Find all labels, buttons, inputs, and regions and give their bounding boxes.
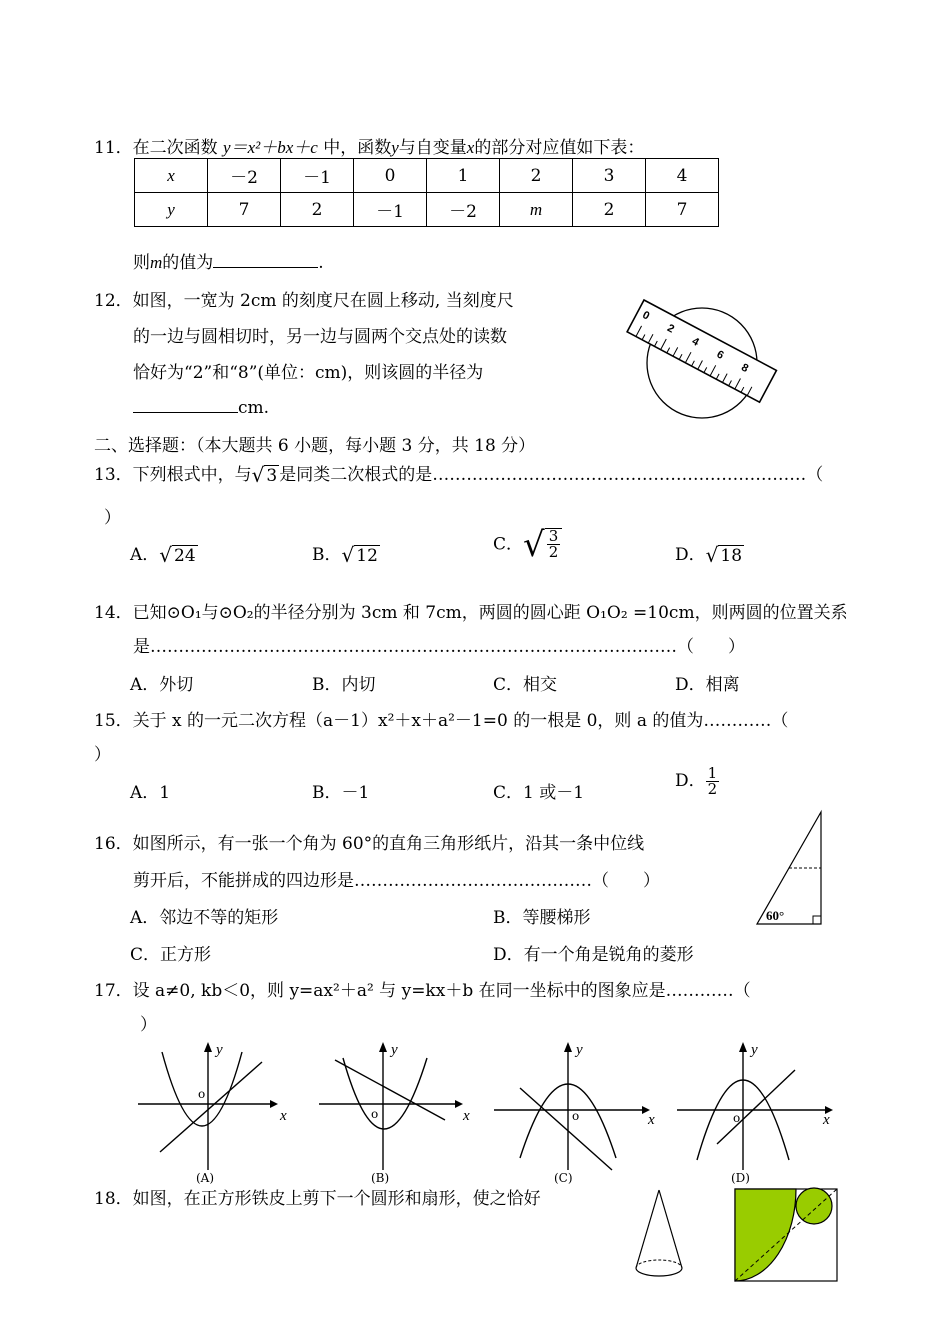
q15-option-d[interactable]: D． $\frac{1}{2}$: [675, 764, 718, 798]
ruler-label-6: 6: [714, 348, 726, 362]
q14-option-c[interactable]: C．相交: [493, 675, 558, 695]
q12-ruler-circle-figure: [630, 288, 800, 423]
q16-line2: 剪开后，不能拼成的四边形是……………………………………（ ）: [133, 871, 660, 891]
x-row-cell: 4: [646, 159, 719, 193]
q12-line4: cm.: [133, 396, 269, 418]
q13-option-d[interactable]: D． √ 18: [675, 542, 743, 567]
q13-stem: 13．下列根式中，与 √ 3 是同类二次根式的是…………………………………………………………（: [94, 462, 824, 487]
svg-text:o: o: [198, 1087, 206, 1101]
q16-option-b[interactable]: B．等腰梯形: [493, 908, 591, 928]
ruler-label-8: 8: [739, 361, 751, 376]
q11-value-table: [134, 158, 719, 227]
graph-d-label: (D): [731, 1171, 750, 1185]
y-row-cell: －1: [354, 193, 427, 227]
y-row-cell: 2: [281, 193, 354, 227]
graph-a-label: (A): [196, 1171, 215, 1185]
svg-text:o: o: [371, 1107, 379, 1121]
q16-option-c[interactable]: C．正方形: [130, 945, 212, 965]
y-row-cell: 7: [208, 193, 281, 227]
svg-text:x: x: [280, 1108, 287, 1124]
q17-line1: 17．设 a≠0, kb＜0，则 y=ax²＋a² 与 y=kx＋b 在同一坐标中的图象应是…………（: [94, 981, 751, 1001]
graph-a: [138, 1042, 287, 1185]
x-row-cell: 0: [354, 159, 427, 193]
y-row-cell: 2: [573, 193, 646, 227]
q18-line1: 18．如图，在正方形铁皮上剪下一个圆形和扇形，使之恰好: [94, 1189, 541, 1209]
y-row-cell: m: [500, 193, 573, 227]
y-row-cell: －2: [427, 193, 500, 227]
q15-line1: 15．关于 x 的一元二次方程（a－1）x²＋x＋a²－1=0 的一根是 0，则 a 的值为…………（: [94, 711, 789, 731]
q16-option-a[interactable]: A．邻边不等的矩形: [130, 908, 279, 928]
graph-c-label: (C): [554, 1171, 573, 1185]
svg-text:y: y: [751, 1042, 758, 1058]
q13-option-b[interactable]: B． √ 12: [312, 542, 378, 567]
q14-line1: 14．已知⊙O₁与⊙O₂的半径分别为 3cm 和 7cm，两圆的圆心距 O₁O₂ =10cm，则两圆的位置关系: [94, 603, 848, 623]
x-row-cell: －1: [281, 159, 354, 193]
q15-option-a[interactable]: A．1: [130, 783, 171, 803]
svg-text:o: o: [733, 1111, 741, 1125]
svg-text:y: y: [216, 1042, 223, 1058]
q12-answer-blank[interactable]: [133, 396, 238, 413]
ruler-label-4: 4: [689, 335, 701, 349]
svg-text:y: y: [576, 1042, 583, 1058]
q16-option-d[interactable]: D．有一个角是锐角的菱形: [493, 945, 694, 965]
graph-d: [677, 1042, 833, 1185]
table-row: [135, 193, 719, 227]
q12-line3: 恰好为“2”和“8”(单位：cm)，则该圆的半径为: [133, 363, 484, 383]
ruler-label-2: 2: [665, 322, 677, 336]
svg-text:o: o: [572, 1109, 580, 1123]
q18-cone-figure: [632, 1186, 707, 1286]
ruler-shape: [627, 300, 776, 402]
q11-answer-blank[interactable]: [213, 251, 318, 268]
x-row-header-cell: x: [135, 159, 208, 193]
q17-close-paren: ）: [140, 1015, 157, 1035]
q12-line1: 12．如图，一宽为 2cm 的刻度尺在圆上移动, 当刻度尺: [94, 291, 514, 311]
q17-graphs: [130, 1040, 850, 1185]
x-row-cell: 2: [500, 159, 573, 193]
section2-heading: 二、选择题：（本大题共 6 小题，每小题 3 分，共 18 分）: [94, 436, 536, 456]
svg-text:x: x: [823, 1112, 830, 1128]
graph-b-label: (B): [371, 1171, 390, 1185]
q13-close-paren: ）: [104, 508, 121, 528]
x-row-cell: 1: [427, 159, 500, 193]
y-row-header-cell: y: [135, 193, 208, 227]
svg-text:x: x: [648, 1112, 655, 1128]
q13-option-a[interactable]: A． √ 24: [130, 542, 196, 567]
q14-option-b[interactable]: B．内切: [312, 675, 376, 695]
q15-option-b[interactable]: B．－1: [312, 783, 370, 803]
q15-option-c[interactable]: C．1 或－1: [493, 783, 585, 803]
x-row-cell: 3: [573, 159, 646, 193]
q11-stem: 11．在二次函数 y＝x²＋bx＋c 中，函数y与自变量x的部分对应值如下表：: [94, 138, 645, 158]
q14-line2: 是…………………………………………………………………………………（ ）: [133, 637, 745, 657]
q16-triangle-figure: [755, 810, 830, 930]
q14-option-a[interactable]: A．外切: [130, 675, 194, 695]
q11-answer-line: 则m的值为 .: [133, 253, 324, 273]
graph-c: [494, 1042, 655, 1185]
q13-option-c[interactable]: C． √ $\frac{3}{2}$: [493, 528, 562, 562]
y-row-cell: 7: [646, 193, 719, 227]
q14-option-d[interactable]: D．相离: [675, 675, 740, 695]
q15-close-paren: ）: [94, 745, 111, 765]
table-row: [135, 159, 719, 193]
q16-angle-label: 60°: [766, 908, 785, 923]
svg-text:x: x: [463, 1108, 470, 1124]
x-row-cell: －2: [208, 159, 281, 193]
ruler-label-0: 0: [640, 308, 652, 323]
graph-b: [319, 1042, 470, 1185]
svg-text:y: y: [391, 1042, 398, 1058]
q16-line1: 16．如图所示，有一张一个角为 60°的直角三角形纸片，沿其一条中位线: [94, 834, 645, 854]
q18-square-figure: [734, 1188, 840, 1284]
q12-line2: 的一边与圆相切时，另一边与圆两个交点处的读数: [133, 327, 507, 347]
sqrt-3: √ 3: [251, 462, 278, 487]
